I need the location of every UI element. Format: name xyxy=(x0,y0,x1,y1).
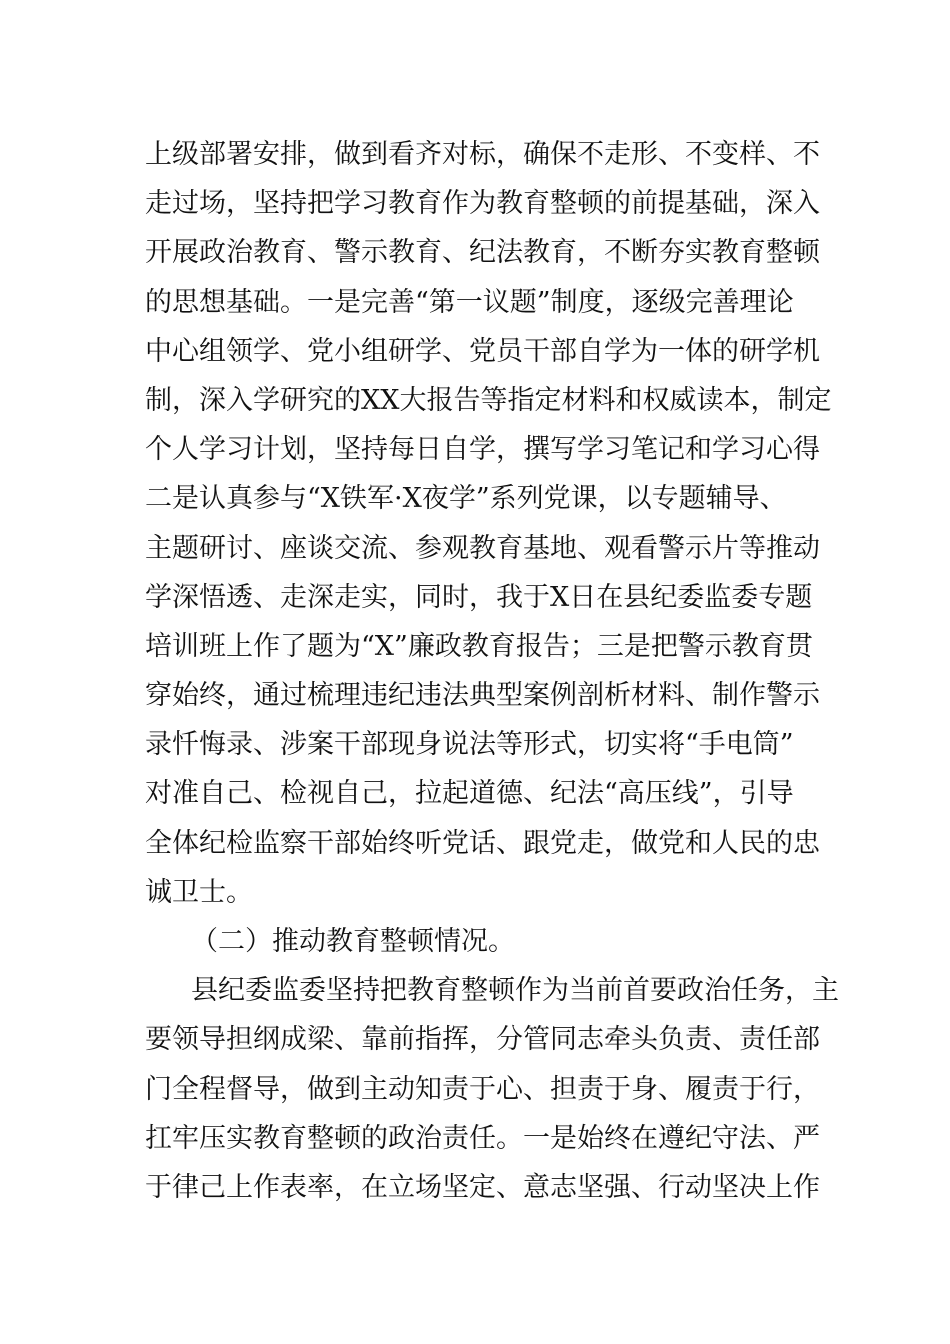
text-line: 县纪委监委坚持把教育整顿作为当前首要政治任务，主 xyxy=(191,975,839,1007)
text-line: 于律己上作表率，在立场坚定、意志坚强、行动坚决上作 xyxy=(145,1171,820,1203)
text-line: 录忏悔录、涉案干部现身说法等形式，切实将“手电筒” xyxy=(145,729,794,761)
text-line: 开展政治教育、警示教育、纪法教育，不断夯实教育整顿 xyxy=(145,237,820,269)
text-line: 诚卫士。 xyxy=(145,876,253,908)
text-line: 走过场，坚持把学习教育作为教育整顿的前提基础，深入 xyxy=(145,188,820,220)
section-heading: （二）推动教育整顿情况。 xyxy=(191,926,515,957)
text-line: 对准自己、检视自己，拉起道德、纪法“高压线”，引导 xyxy=(145,778,794,810)
text-line: 培训班上作了题为“X”廉政教育报告；三是把警示教育贯 xyxy=(145,630,813,662)
paragraph-2 xyxy=(145,966,839,1212)
text-line: 主题研讨、座谈交流、参观教育基地、观看警示片等推动 xyxy=(145,532,820,564)
text-line: 上级部署安排，做到看齐对标，确保不走形、不变样、不 xyxy=(145,139,820,170)
text-line: 扛牢压实教育整顿的政治责任。一是始终在遵纪守法、严 xyxy=(145,1122,820,1154)
text-line: 的思想基础。一是完善“第一议题”制度，逐级完善理论 xyxy=(145,286,794,318)
text-line: 穿始终，通过梳理违纪违法典型案例剖析材料、制作警示 xyxy=(145,680,820,712)
text-line: 中心组领学、党小组研学、党员干部自学为一体的研学机 xyxy=(145,335,820,367)
text-line: 要领导担纲成梁、靠前指挥，分管同志牵头负责、责任部 xyxy=(145,1024,820,1056)
text-line: 门全程督导，做到主动知责于心、担责于身、履责于行， xyxy=(145,1073,820,1105)
text-line: 制，深入学研究的XX大报告等指定材料和权威读本，制定 xyxy=(145,384,832,416)
text-line: 个人学习计划，坚持每日自学，撰写学习笔记和学习心得 xyxy=(145,434,820,466)
text-line: 学深悟透、走深走实，同时，我于X日在县纪委监委专题 xyxy=(145,581,813,613)
text-line: 二是认真参与“X铁军·X夜学”系列党课，以专题辅导、 xyxy=(145,483,787,515)
paragraph-1 xyxy=(145,130,832,917)
document-body xyxy=(145,130,839,1212)
text-line: 全体纪检监察干部始终听党话、跟党走，做党和人民的忠 xyxy=(145,827,820,859)
